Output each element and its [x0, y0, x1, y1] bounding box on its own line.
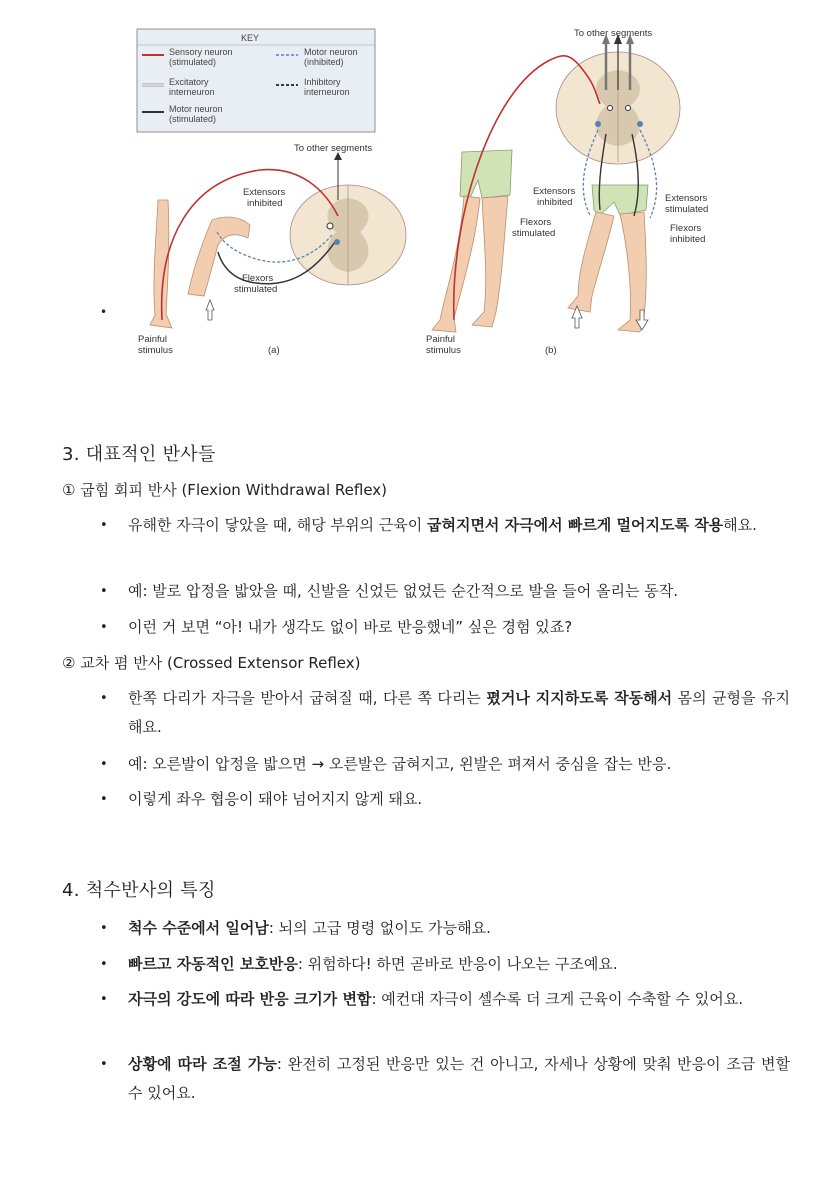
item-text-post: 해요. [723, 516, 757, 534]
list-item [100, 684, 790, 742]
list-item [100, 511, 790, 540]
key-inhib-1: Inhibitory [304, 77, 341, 87]
item-bold: 빠르고 자동적인 보호반응 [128, 955, 298, 973]
b-label: (b) [545, 345, 557, 356]
list-item [100, 985, 790, 1014]
bullet: • [100, 957, 108, 972]
section-3-title: 3. 대표적인 반사들 [62, 444, 216, 465]
list-item [100, 914, 790, 943]
panel-a [138, 143, 406, 356]
a-stimulus: stimulus [138, 345, 173, 356]
b-flexors-stim-1: Flexors [520, 217, 552, 228]
bullet: • [100, 518, 108, 533]
bullet: • [100, 921, 108, 936]
item-text: 예: 오른발이 압정을 밟으면 → 오른발은 굽혀지고, 왼발은 펴져서 중심을 잡는 반응. [128, 755, 672, 773]
key-sensory-1: Sensory neuron [169, 47, 233, 57]
key-excit-2: interneuron [169, 87, 215, 97]
item-bold: 굽혀지면서 자극에서 빠르게 멀어지도록 작용 [426, 516, 724, 534]
a-flexors: Flexors [242, 273, 274, 284]
bullet: • [100, 691, 108, 706]
bullet: • [100, 584, 108, 599]
a-stimulated: stimulated [234, 284, 278, 295]
b-stimulus: stimulus [426, 345, 461, 356]
a-to-other-segments: To other segments [294, 143, 373, 154]
item-bold: 폈거나 지지하도록 작동해서 [486, 689, 673, 707]
item-text-post: : 완전히 고정된 반응만 있는 건 아니고, 자세나 상황에 맞춰 반응이 조금 변할 수 있어요. [128, 1055, 791, 1102]
bullet: • [100, 1057, 108, 1072]
item-text-post: : 뇌의 고급 명령 없이도 가능해요. [268, 919, 491, 937]
bullet: • [100, 792, 108, 807]
key-motorinh-1: Motor neuron [304, 47, 358, 57]
item-text: 예: 발로 압정을 밟았을 때, 신발을 신었든 없었든 순간적으로 발을 들어 올리는 동작. [128, 582, 678, 600]
b-flexors-stim-2: stimulated [512, 228, 556, 239]
item-text-post: : 위험하다! 하면 곧바로 반응이 나오는 구조예요. [297, 955, 618, 973]
item-text: 이런 거 보면 “아! 내가 생각도 없이 바로 반응했네” 싶은 경험 있죠? [128, 618, 573, 636]
key-excit-1: Excitatory [169, 77, 209, 87]
bullet: • [100, 757, 108, 772]
item-text: 유해한 자극이 닿았을 때, 해당 부위의 근육이 [128, 516, 427, 534]
bullet: • [100, 992, 108, 1007]
item-bold: 척수 수준에서 일어남 [128, 919, 269, 937]
item-bold: 상황에 따라 조절 가능 [128, 1055, 277, 1073]
figure-key [137, 29, 375, 132]
key-motor-1: Motor neuron [169, 104, 223, 114]
b-to-other-segments: To other segments [574, 28, 653, 39]
list-item [100, 613, 790, 642]
list-item [100, 577, 790, 606]
key-sensory-2: (stimulated) [169, 57, 217, 67]
item-text-post: 몸의 균형을 유지해요. [128, 689, 790, 736]
list-item [100, 750, 790, 779]
b-extensors-stim-1: Extensors [665, 193, 708, 204]
list-item [100, 785, 790, 814]
b-flexors-inh-1: Flexors [670, 223, 702, 234]
key-motorinh-2: (inhibited) [304, 57, 344, 67]
key-inhib-2: interneuron [304, 87, 350, 97]
item-bold: 자극의 강도에 따라 반응 크기가 변함 [128, 990, 372, 1008]
b-painful: Painful [426, 334, 456, 345]
list-item [100, 1050, 790, 1108]
sub-heading-2: ② 교차 폄 반사 (Crossed Extensor Reflex) [62, 654, 361, 672]
reflex-diagram [100, 20, 709, 365]
a-label: (a) [268, 345, 280, 356]
a-inhibited: inhibited [247, 198, 283, 209]
item-text: 한쪽 다리가 자극을 받아서 굽혀질 때, 다른 쪽 다리는 [128, 689, 487, 707]
b-extensors-inh-1: Extensors [533, 186, 576, 197]
key-title: KEY [240, 33, 260, 43]
b-flexors-inh-2: inhibited [670, 234, 706, 245]
a-painful: Painful [138, 334, 168, 345]
list-item [100, 950, 790, 979]
item-text: 이렇게 좌우 협응이 돼야 넘어지지 않게 돼요. [128, 790, 423, 808]
panel-b [426, 28, 708, 356]
section-4-title: 4. 척수반사의 특징 [62, 880, 216, 901]
item-text-post: : 예컨대 자극이 셀수록 더 크게 근육이 수축할 수 있어요. [371, 990, 743, 1008]
a-extensors: Extensors [243, 187, 286, 198]
b-extensors-inh-2: inhibited [537, 197, 573, 208]
sub-heading-1: ① 굽힘 회피 반사 (Flexion Withdrawal Reflex) [62, 481, 388, 499]
bullet: • [100, 620, 108, 635]
figure-bullet: • [100, 305, 108, 319]
key-motor-2: (stimulated) [169, 114, 217, 124]
b-extensors-stim-2: stimulated [665, 204, 709, 215]
reflex-figure [100, 20, 709, 365]
